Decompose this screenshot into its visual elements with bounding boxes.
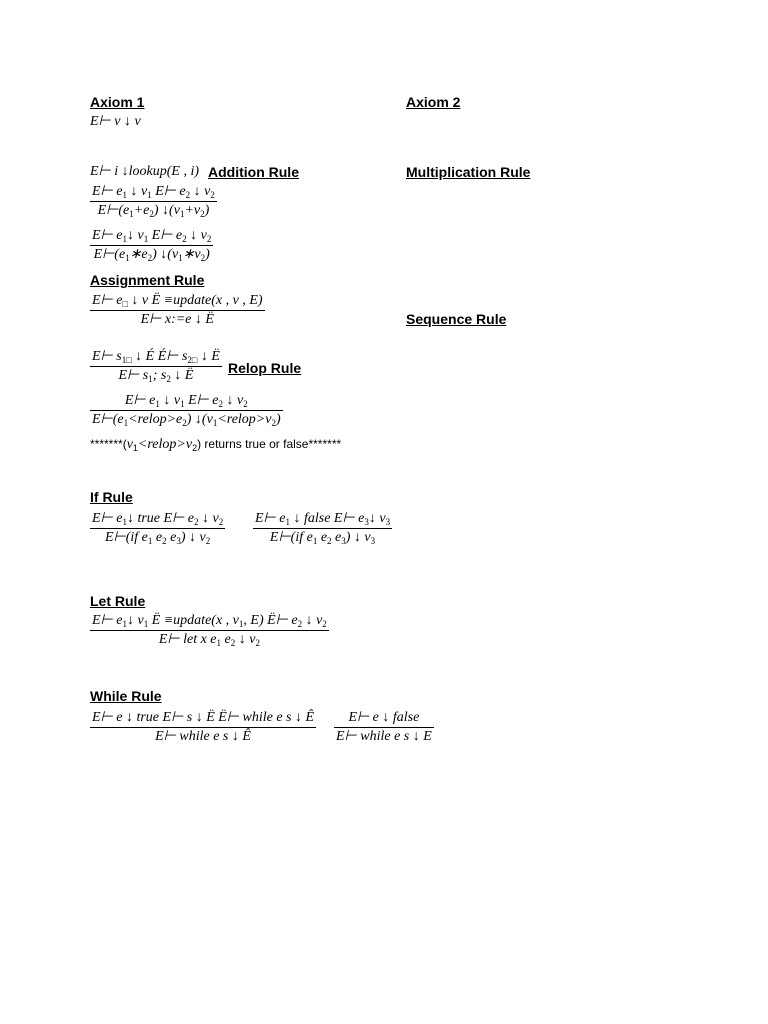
if-rule-heading: If Rule — [90, 489, 133, 505]
multiplication-rule-formula: $\frac{E⊢ e_1↓ v_1 E⊢ e_2 ↓ v_2}{E⊢(e_1∗e_2) ↓(v_1∗v_2)}$ — [92, 228, 212, 263]
sequence-rule-heading: Sequence Rule — [406, 311, 507, 327]
addition-rule-heading: Addition Rule — [208, 164, 299, 180]
addition-rule-formula: $\frac{E⊢ e_1 ↓ v_1 E⊢ e_2 ↓ v_2}{E⊢(e_1+e_2) ↓(v_1+v_2)}$ — [92, 184, 215, 219]
assignment-rule-heading: Assignment Rule — [90, 272, 205, 288]
axiom-2-heading: Axiom 2 — [406, 94, 461, 110]
assignment-rule-formula: E⊢ $e_□$ ↓ v Ë ≡update(x , v , E) E⊢ x:=e ↓ Ë — [92, 293, 263, 327]
axiom-1-formula: E⊢ v ↓ v — [90, 114, 141, 129]
while-rule-true-formula: E⊢ e ↓ true E⊢ s ↓ Ë Ë⊢ while e s ↓ Ê E⊢ while e s ↓ Ê — [92, 710, 315, 744]
while-rule-heading: While Rule — [90, 688, 162, 704]
sequence-rule-formula: $\frac{E⊢ s_{1□} ↓ É É⊢ s_{2□} ↓ Ë}{E⊢ s_1; s_2 ↓ Ë}$ — [92, 349, 220, 384]
if-rule-false-formula: E⊢ $e_1$ ↓ false E⊢ $e_3↓$ $v_3$ E⊢(if $e_1$ $e_2$ $e_3$) ↓ $v_3$ — [255, 511, 391, 546]
while-rule-false-formula: E⊢ e ↓ false E⊢ while e s ↓ E — [336, 710, 432, 744]
axiom-2-formula: E⊢ i ↓lookup(E , i) — [90, 164, 200, 179]
multiplication-rule-heading: Multiplication Rule — [406, 164, 531, 180]
relop-note: $*******(v_1<relop>v_2)$ returns true or false******* — [90, 437, 342, 453]
let-rule-heading: Let Rule — [90, 593, 146, 609]
relop-rule-heading: Relop Rule — [228, 360, 302, 376]
relop-rule-formula: E⊢ $e_1$ ↓ $v_1$ E⊢ $e_2$ ↓ $v_2$ $E⊢(e_1<relop>e_2)$ $↓(v_1<relop>v_2)$ — [92, 393, 281, 428]
if-rule-true-formula: E⊢ $e_1↓$ true E⊢ $e_2$ ↓ $v_2$ E⊢(if $e_1$ $e_2$ $e_3$) ↓ $v_2$ — [92, 511, 224, 546]
axiom-1-heading: Axiom 1 — [90, 94, 145, 110]
let-rule-formula: E⊢ $e_1↓$ $v_1$ Ë ≡update(x , $v_1$, E) Ë⊢ $e_2$ ↓ $v_2$ E⊢ let x $e_1$ $e_2$ ↓ $v_2$ — [92, 613, 327, 648]
